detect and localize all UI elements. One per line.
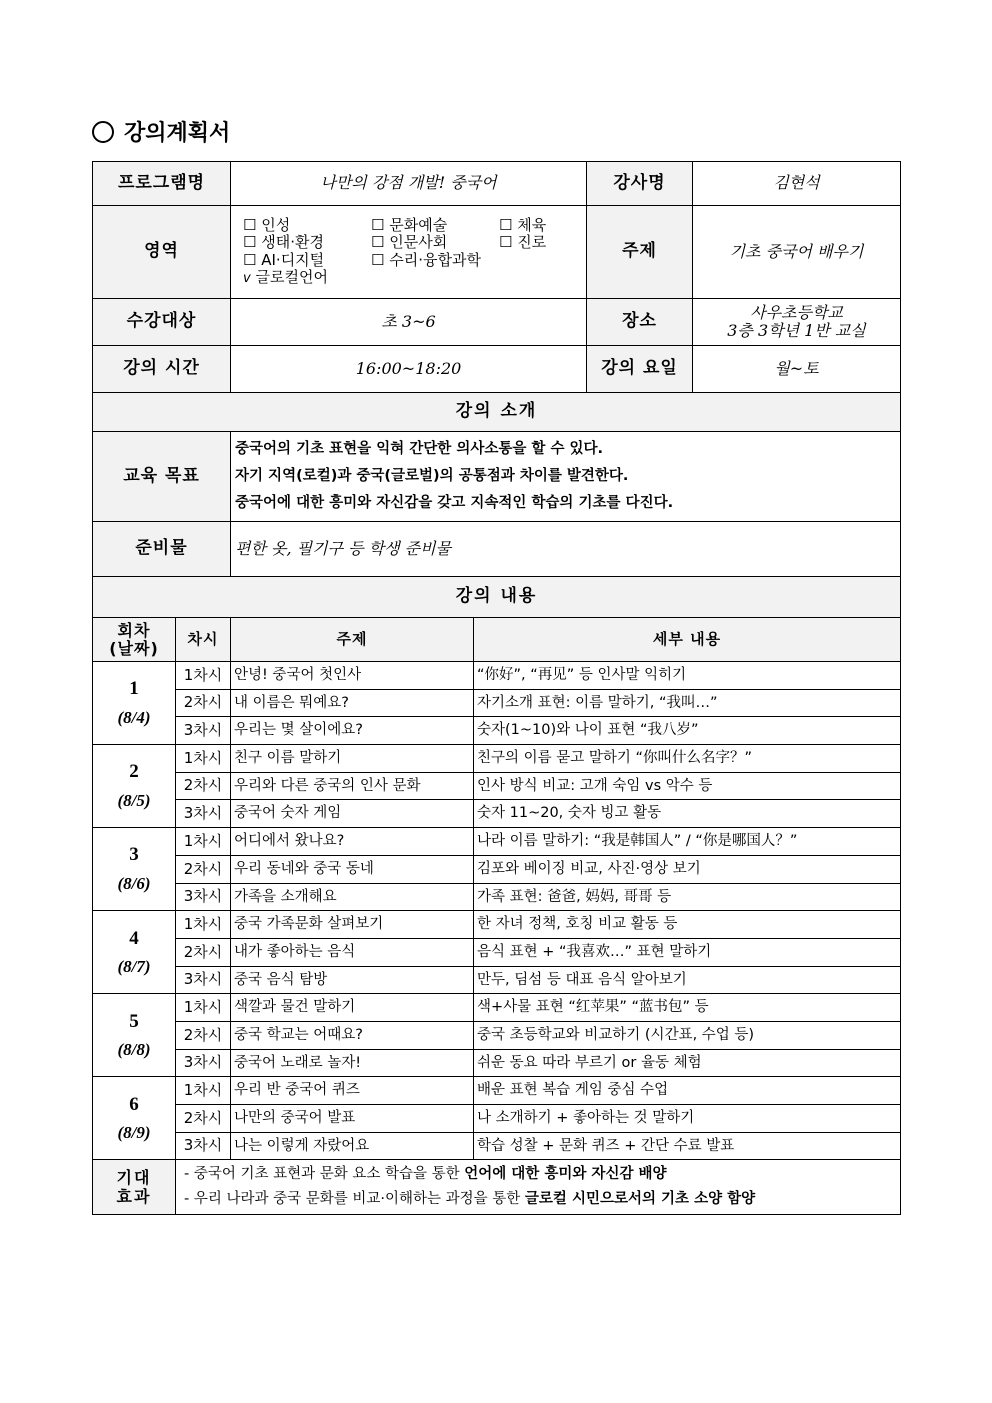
topic-cell: 중국 음식 탐방 [231, 966, 474, 994]
topic-cell: 중국 가족문화 살펴보기 [231, 911, 474, 939]
area-option: ☐ 수리·융합과학 [371, 250, 481, 269]
topic-cell: 내 이름은 뭐예요? [231, 689, 474, 717]
detail-cell: 숫자(1~10)와 나이 표현 “我八岁” [474, 717, 901, 745]
area-label: 영역 [93, 206, 231, 299]
effect-line: - 중국어 기초 표현과 문화 요소 학습을 통한 언어에 대한 흥미와 자신감 배양 [184, 1166, 667, 1183]
session-cell: 4 (8/7) [93, 911, 176, 994]
area-option: ☐ 체육 [499, 216, 547, 235]
topic-cell: 가족을 소개해요 [231, 883, 474, 911]
materials-label: 준비물 [93, 522, 231, 577]
page-title [92, 116, 230, 147]
topic-cell: 우리 동네와 중국 동네 [231, 855, 474, 883]
topic-cell: 친구 이름 말하기 [231, 745, 474, 773]
area-option: ☐ 인문사회 [371, 233, 448, 252]
col-topic-header: 주제 [231, 618, 474, 662]
period-cell: 3차시 [176, 717, 231, 745]
detail-cell: 나라 이름 말하기: “我是韩国人” / “你是哪国人？” [474, 828, 901, 856]
goal-line: 중국어의 기초 표현을 익혀 간단한 의사소통을 할 수 있다. [235, 441, 604, 457]
program-value: 나만의 강점 개발! 중국어 [231, 162, 587, 206]
days-label: 강의 요일 [587, 346, 693, 393]
detail-cell: 음식 표현 + “我喜欢…” 표현 말하기 [474, 938, 901, 966]
detail-cell: 학습 성찰 + 문화 퀴즈 + 간단 수료 발표 [474, 1132, 901, 1160]
goal-line: 자기 지역(로컬)과 중국(글로벌)의 공통점과 차이를 발견한다. [235, 468, 629, 484]
effect-line: - 우리 나라과 중국 문화를 비교·이해하는 과정을 통한 글로컬 시민으로서의 기초 소양 함양 [184, 1191, 756, 1208]
effects-list [176, 1160, 901, 1215]
detail-cell: 숫자 11~20, 숫자 빙고 활동 [474, 800, 901, 828]
period-cell: 3차시 [176, 966, 231, 994]
instructor-label: 강사명 [587, 162, 693, 206]
detail-cell: 만두, 딤섬 등 대표 음식 알아보기 [474, 966, 901, 994]
period-cell: 1차시 [176, 911, 231, 939]
period-cell: 1차시 [176, 745, 231, 773]
detail-cell: 배운 표현 복습 게임 중심 수업 [474, 1077, 901, 1105]
period-cell: 1차시 [176, 828, 231, 856]
period-cell: 3차시 [176, 883, 231, 911]
topic-cell: 우리와 다른 중국의 인사 문화 [231, 772, 474, 800]
area-option: ☐ 생태·환경 [243, 233, 324, 252]
detail-cell: “你好”, “再见” 등 인사말 익히기 [474, 662, 901, 690]
session-cell: 5 (8/8) [93, 994, 176, 1077]
period-cell: 2차시 [176, 1021, 231, 1049]
session-cell: 1 (8/4) [93, 662, 176, 745]
page-title-text: 강의계획서 [124, 121, 231, 146]
period-cell: 1차시 [176, 662, 231, 690]
detail-cell: 나 소개하기 + 좋아하는 것 말하기 [474, 1105, 901, 1133]
topic-cell: 안녕! 중국어 첫인사 [231, 662, 474, 690]
time-value: 16:00~18:20 [231, 346, 587, 393]
target-label: 수강대상 [93, 299, 231, 346]
materials-value: 편한 옷, 필기구 등 학생 준비물 [231, 522, 901, 577]
topic-cell: 우리 반 중국어 퀴즈 [231, 1077, 474, 1105]
detail-cell: 인사 방식 비교: 고개 숙임 vs 악수 등 [474, 772, 901, 800]
period-cell: 1차시 [176, 1077, 231, 1105]
detail-cell: 김포와 베이징 비교, 사진·영상 보기 [474, 855, 901, 883]
goal-line: 중국어에 대한 흥미와 자신감을 갖고 지속적인 학습의 기초를 다진다. [235, 495, 674, 511]
program-label: 프로그램명 [93, 162, 231, 206]
topic-cell: 색깔과 물건 말하기 [231, 994, 474, 1022]
place-value: 사우초등학교 3층 3학년 1반 교실 [693, 299, 901, 346]
detail-cell: 색+사물 표현 “红苹果” “蓝书包” 등 [474, 994, 901, 1022]
period-cell: 3차시 [176, 1132, 231, 1160]
area-options [231, 206, 587, 299]
place-label: 장소 [587, 299, 693, 346]
topic-cell: 어디에서 왔나요? [231, 828, 474, 856]
period-cell: 2차시 [176, 938, 231, 966]
instructor-value: 김현석 [693, 162, 901, 206]
session-cell: 3 (8/6) [93, 828, 176, 911]
period-cell: 2차시 [176, 1105, 231, 1133]
topic-cell: 중국 학교는 어때요? [231, 1021, 474, 1049]
topic-cell: 내가 좋아하는 음식 [231, 938, 474, 966]
topic-cell: 중국어 숫자 게임 [231, 800, 474, 828]
area-option: ☐ 문화예술 [371, 216, 448, 235]
period-cell: 1차시 [176, 994, 231, 1022]
time-label: 강의 시간 [93, 346, 231, 393]
topic-cell: 우리는 몇 살이에요? [231, 717, 474, 745]
goals-list [231, 432, 901, 522]
theme-label: 주제 [587, 206, 693, 299]
topic-cell: 나는 이렇게 자랐어요 [231, 1132, 474, 1160]
session-cell: 2 (8/5) [93, 745, 176, 828]
intro-header: 강의 소개 [93, 393, 901, 432]
topic-cell: 중국어 노래로 놀자! [231, 1049, 474, 1077]
goals-label: 교육 목표 [93, 432, 231, 522]
effects-label: 기대 효과 [93, 1160, 176, 1215]
col-detail-header: 세부 내용 [474, 618, 901, 662]
area-option: ☐ AI·디지털 [243, 250, 325, 269]
area-option: ☐ 진로 [499, 233, 547, 252]
detail-cell: 친구의 이름 묻고 말하기 “你叫什么名字？” [474, 745, 901, 773]
period-cell: 2차시 [176, 772, 231, 800]
col-period-header: 차시 [176, 618, 231, 662]
period-cell: 3차시 [176, 1049, 231, 1077]
detail-cell: 가족 표현: 爸爸, 妈妈, 哥哥 등 [474, 883, 901, 911]
period-cell: 2차시 [176, 689, 231, 717]
days-value: 월~토 [693, 346, 901, 393]
circle-bullet-icon [92, 121, 114, 143]
theme-value: 기초 중국어 배우기 [693, 206, 901, 299]
content-header: 강의 내용 [93, 577, 901, 618]
area-option-checked: v 글로컬언어 [243, 267, 328, 286]
period-cell: 2차시 [176, 855, 231, 883]
col-session-header: 회차 (날짜) [93, 618, 176, 662]
topic-cell: 나만의 중국어 발표 [231, 1105, 474, 1133]
session-cell: 6 (8/9) [93, 1077, 176, 1160]
period-cell: 3차시 [176, 800, 231, 828]
detail-cell: 한 자녀 정책, 호칭 비교 활동 등 [474, 911, 901, 939]
detail-cell: 쉬운 동요 따라 부르기 or 율동 체험 [474, 1049, 901, 1077]
area-option: ☐ 인성 [243, 216, 291, 235]
detail-cell: 중국 초등학교와 비교하기 (시간표, 수업 등) [474, 1021, 901, 1049]
detail-cell: 자기소개 표현: 이름 말하기, “我叫…” [474, 689, 901, 717]
lecture-plan-table [92, 161, 901, 1215]
target-value: 초 3~6 [231, 299, 587, 346]
